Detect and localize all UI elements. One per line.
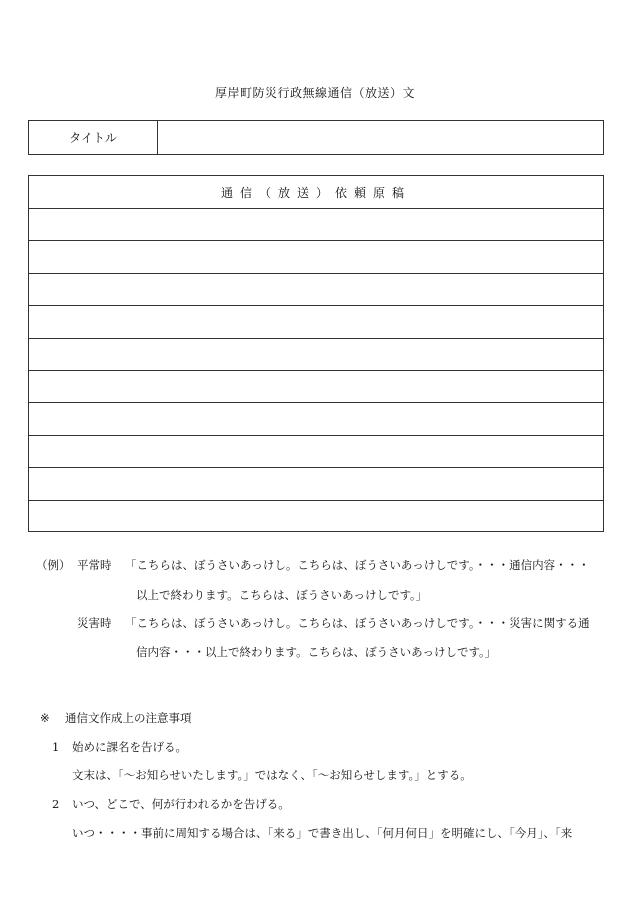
draft-row[interactable] (29, 468, 603, 500)
draft-table (28, 175, 604, 532)
example-disaster-line2: 信内容・・・以上で終わります。こちらは、ぼうさいあっけしです。」 (136, 645, 497, 659)
example-normal-line1: 「こちらは、ぼうさいあっけし。こちらは、ぼうさいあっけしです。・・・通信内容・・・ (125, 558, 590, 572)
example-prefix: （例） (36, 558, 71, 572)
draft-row[interactable] (29, 436, 603, 468)
draft-row[interactable] (29, 501, 603, 533)
draft-row[interactable] (29, 274, 603, 306)
title-field-input[interactable] (158, 121, 603, 154)
title-field-label: タイトル (29, 121, 158, 154)
example-normal-line2: 以上で終わります。こちらは、ぼうさいあっけしです。」 (136, 588, 428, 602)
draft-row[interactable] (29, 339, 603, 371)
notes-heading: 通信文作成上の注意事項 (65, 711, 192, 725)
example-disaster-label: 災害時 (77, 616, 112, 630)
draft-row[interactable] (29, 241, 603, 273)
note-number: 1 (52, 740, 60, 754)
note-text: 始めに課名を告げる。 (72, 740, 187, 754)
draft-row[interactable] (29, 306, 603, 338)
draft-row[interactable] (29, 209, 603, 241)
example-normal-label: 平常時 (77, 558, 112, 572)
notes-mark: ※ (40, 711, 50, 725)
draft-row[interactable] (29, 371, 603, 403)
title-field-box (28, 120, 604, 155)
note-text: いつ、どこで、何が行われるかを告げる。 (72, 797, 290, 811)
document-title: 厚岸町防災行政無線通信（放送）文 (214, 86, 415, 100)
draft-row[interactable] (29, 403, 603, 435)
note-detail: 文末は、「～お知らせいたします。」ではなく、「～お知らせします。」とする。 (72, 768, 472, 782)
note-number: 2 (52, 797, 60, 811)
draft-table-header: 通信（放送）依頼原稿 (29, 176, 603, 209)
note-detail: いつ・・・・事前に周知する場合は、「来る」で書き出し、「何月何日」を明確にし、「今月」、「来 (72, 826, 573, 840)
example-disaster-line1: 「こちらは、ぼうさいあっけし。こちらは、ぼうさいあっけしです。・・・災害に関する通 (125, 616, 590, 630)
